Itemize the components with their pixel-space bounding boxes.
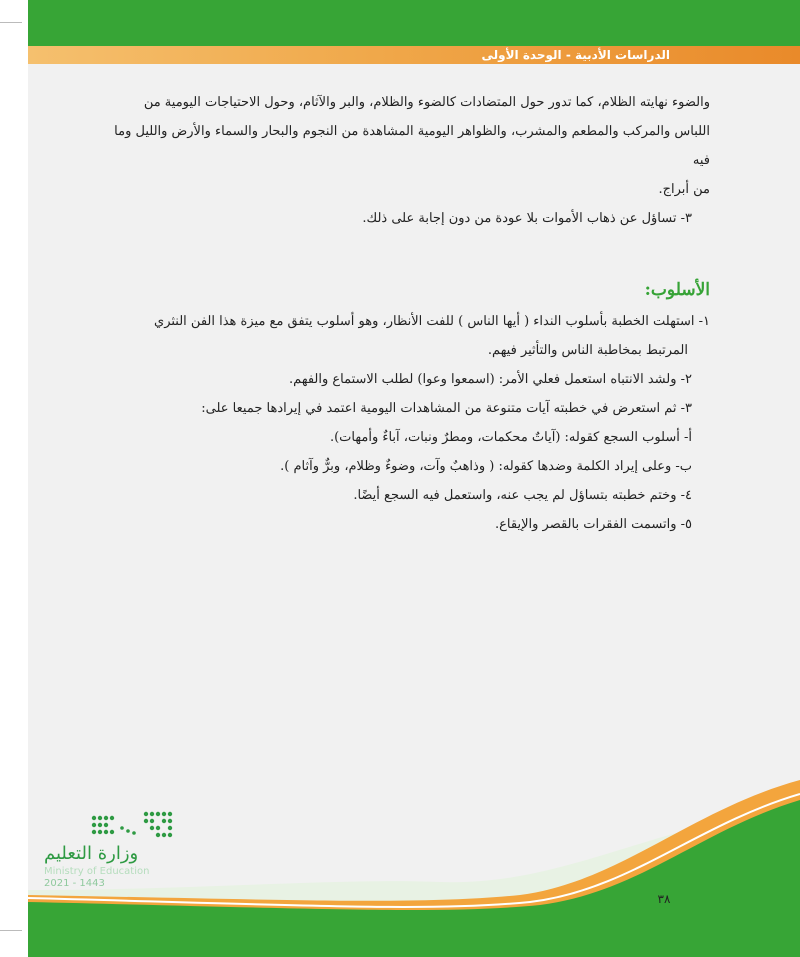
style-item-1-line-1: ١- استهلت الخطبة بأسلوب النداء ( أيها الناس ) للفت الأنظار، وهو أسلوب يتفق مع ميزة هذا الفن النثري [154,314,710,329]
style-item-2: ٢- ولشد الانتباه استعمل فعلي الأمر: (اسمعوا وعوا) لطلب الاستماع والفهم. [289,372,692,387]
page-content [95,88,710,539]
section-heading: الأسلوب: [644,280,710,300]
page-number: ٣٨ [657,892,671,906]
section-gap [95,233,710,271]
header-green-band [28,0,800,46]
style-item-3a: أ- أسلوب السجع كقوله: (آياتٌ محكمات، ومطرٌ ونبات، آباءٌ وأمهات). [329,430,692,445]
logo-arabic-text: وزارة التعليم [44,843,139,864]
chapter-title: الدراسات الأدبية - الوحدة الأولى [481,48,670,62]
intro-line: من أبراج. [658,182,710,197]
style-item-5: ٥- واتسمت الفقرات بالقصر والإيقاع. [495,517,692,532]
style-item-3b: ب- وعلى إيراد الكلمة وضدها كقوله: ( وذاهبٌ وآت، وضوءٌ وظلام، وبرٌّ وآثام ). [280,459,692,474]
style-item-1-line-2: المرتبط بمخاطبة الناس والتأثير فيهم. [487,343,688,358]
content-item-3: ٣- تساؤل عن ذهاب الأموات بلا عودة من دون إجابة على ذلك. [362,211,692,226]
style-item-4: ٤- وختم خطبته بتساؤل لم يجب عنه، واستعمل فيه السجع أيضًا. [353,488,692,503]
ministry-logo-icon [88,808,184,848]
style-item-3: ٣- ثم استعرض في خطبته آيات متنوعة من المشاهدات اليومية اعتمد في إيرادها جميعا على: [201,401,692,416]
trim-mark-left-top [0,22,22,23]
intro-line: اللباس والمركب والمطعم والمشرب، والظواهر اليومية المشاهدة من النجوم والبحار والسماء والأرض والليل وما فيه [114,124,710,168]
intro-line: والضوء نهايته الظلام، كما تدور حول المتضادات كالضوء والظلام، والبر والآثام، وحول الاحتياجات اليومية من [143,95,710,110]
header-orange-band [28,46,800,64]
logo-english-text: Ministry of Education [44,866,150,877]
logo-year-text: 2021 - 1443 [44,878,105,889]
